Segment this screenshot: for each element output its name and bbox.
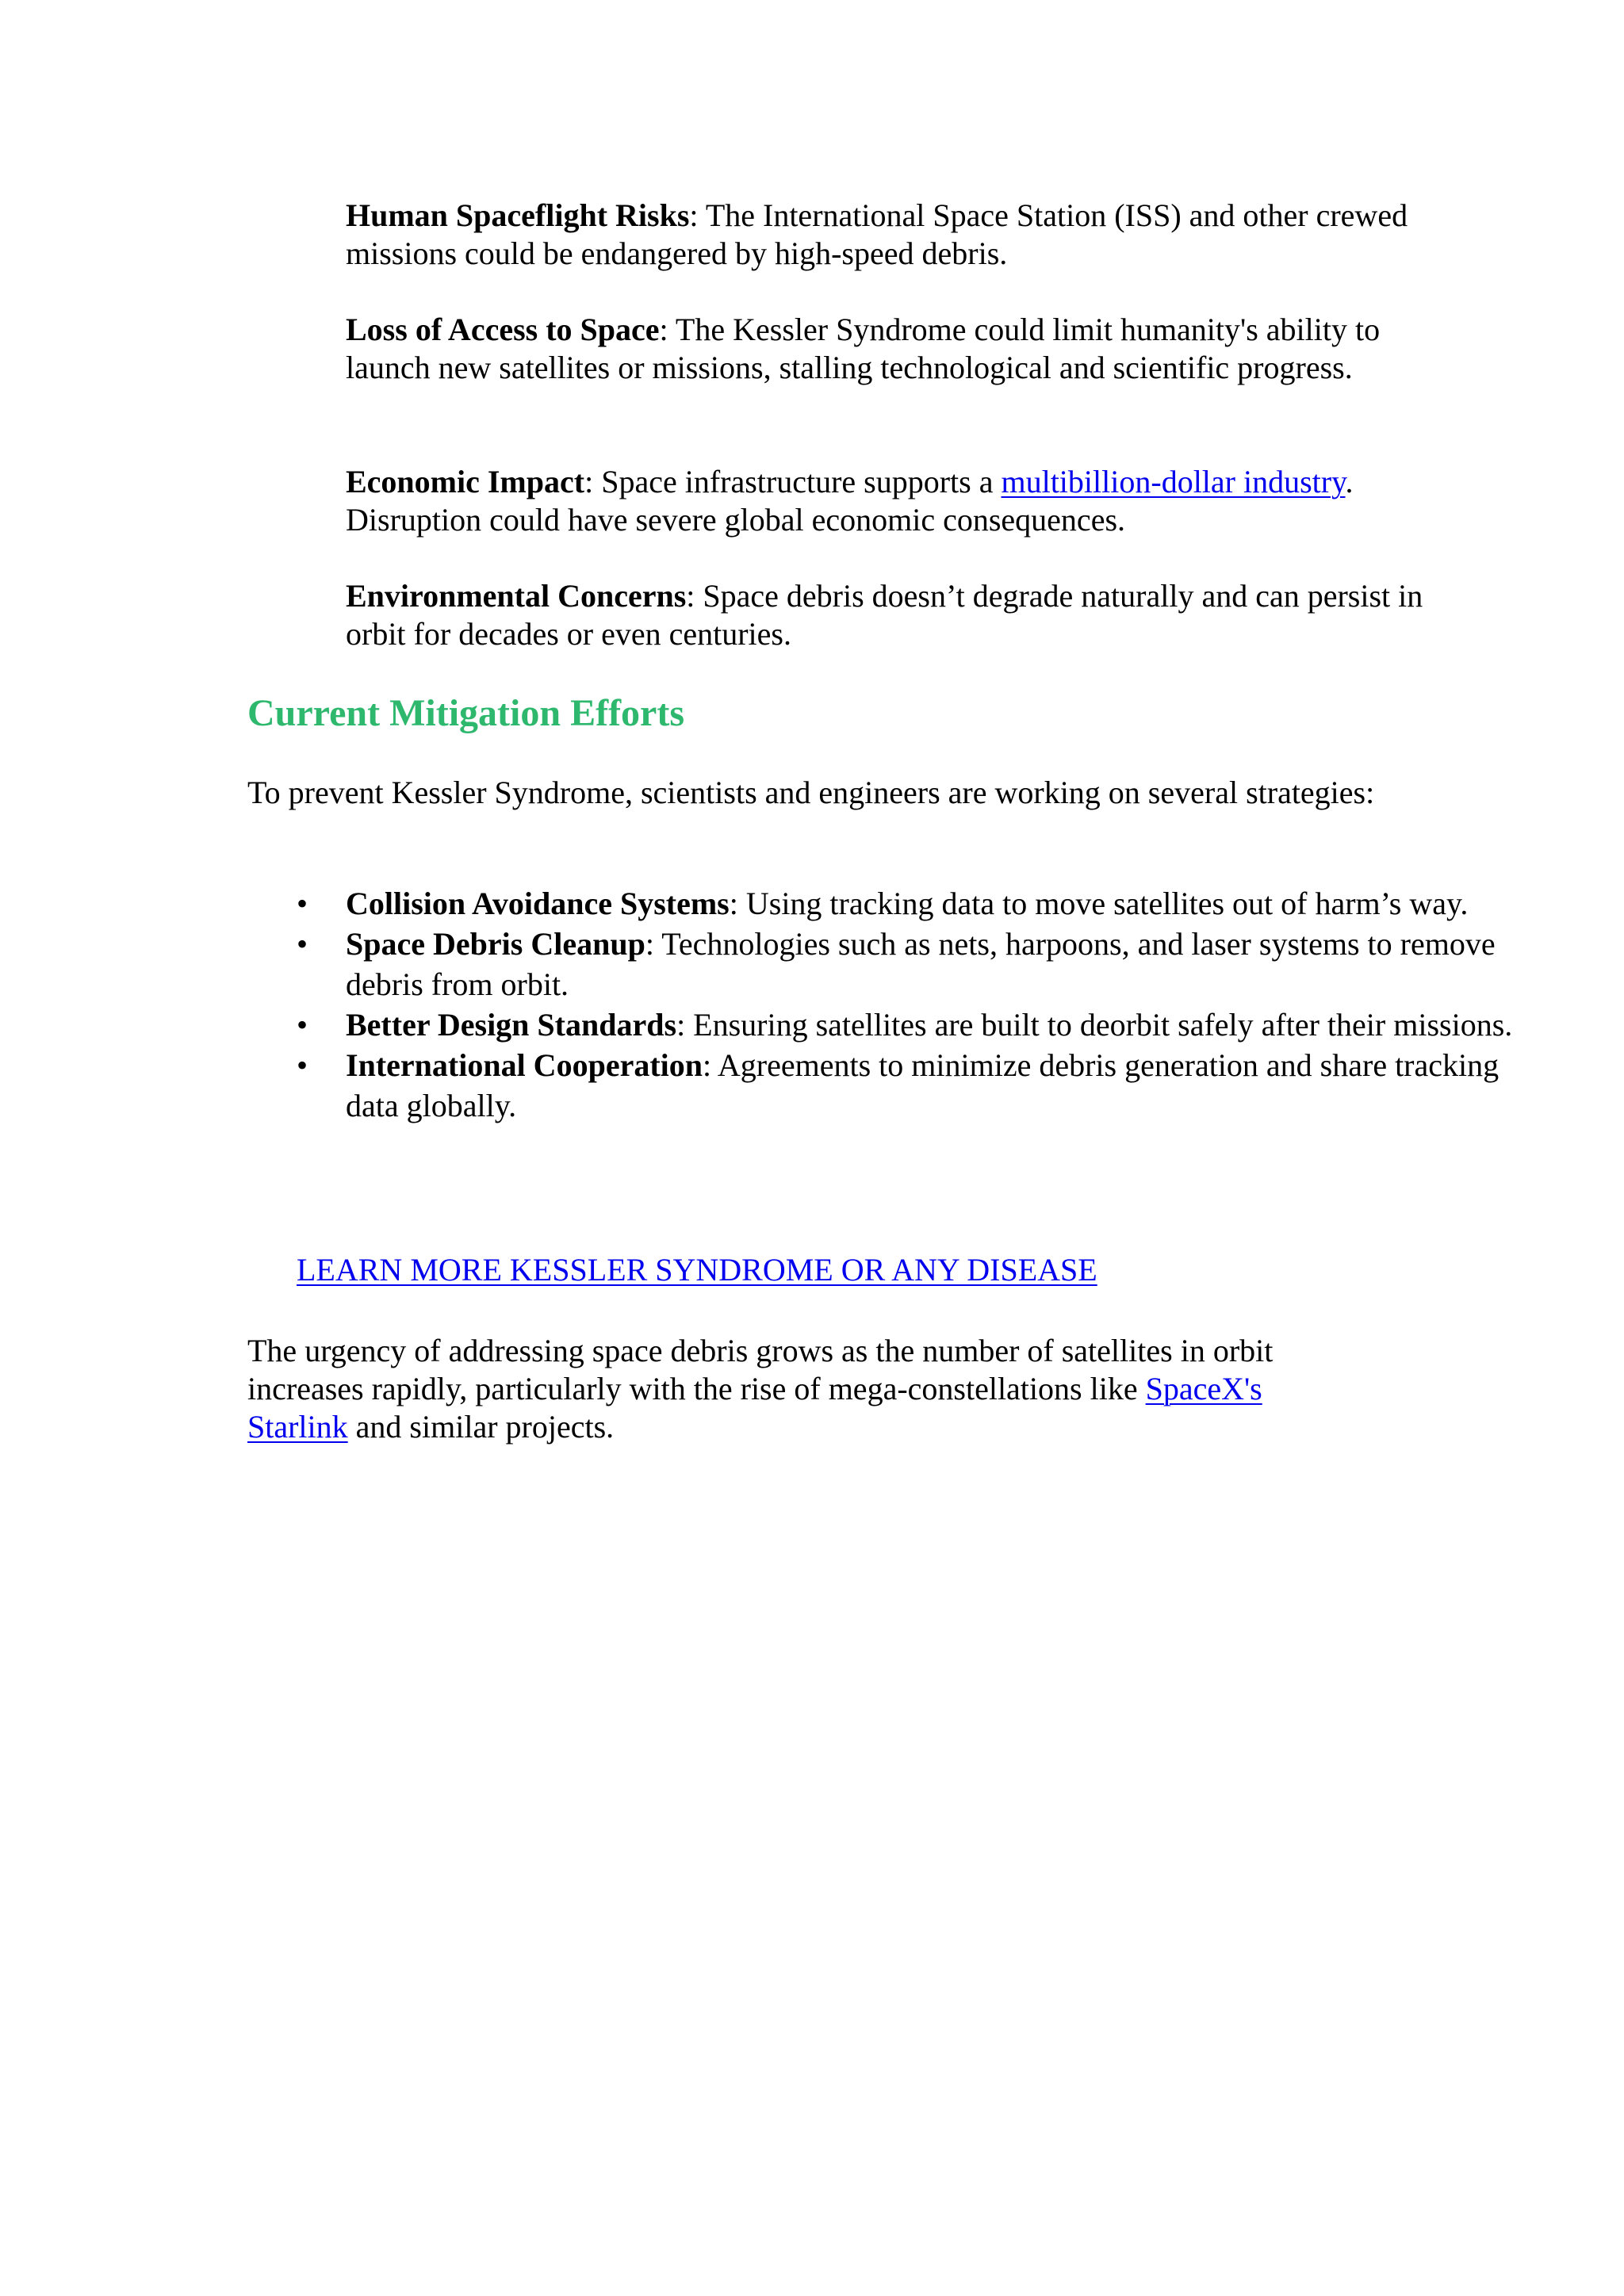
learn-more-link[interactable]: LEARN MORE KESSLER SYNDROME OR ANY DISEASE [297,1252,1097,1288]
closing-text: and similar projects. [347,1409,615,1445]
risk-title: Economic Impact [346,464,585,499]
section-heading-mitigation: Current Mitigation Efforts [247,692,685,734]
risk-paragraph-loss-of-access [346,311,1456,387]
mitigation-intro: To prevent Kessler Syndrome, scientists and engineers are working on several strategies: [247,775,1375,810]
risk-paragraph-human-spaceflight [346,197,1456,273]
risk-title: Human Spaceflight Risks [346,197,690,233]
list-item [346,924,1559,1004]
strategy-text: : Technologies such as nets, harpoons, and laser systems to remove debris from orbit. [346,926,1496,1002]
list-item [346,1004,1559,1045]
risk-paragraph-environmental-concerns [346,577,1456,653]
closing-paragraph [247,1332,1326,1446]
risk-text: : Space debris doesn’t degrade naturally and can persist in orbit for decades or even centuries. [346,578,1423,652]
list-item [346,1045,1559,1126]
strategy-title: Collision Avoidance Systems [346,886,730,921]
spacex-starlink-link[interactable]: SpaceX's Starlink [247,1371,1262,1445]
closing-text: The urgency of addressing space debris grows as the number of satellites in orbit increases rapidly, particularly with the rise of mega-constellations like [247,1333,1274,1406]
strategy-title: Better Design Standards [346,1007,677,1043]
strategy-text: : Ensuring satellites are built to deorbit safely after their missions. [676,1007,1513,1043]
strategies-list [247,883,1559,1126]
risk-text: : Space infrastructure supports a [584,464,1002,499]
strategy-text: : Agreements to minimize debris generation and share tracking data globally. [346,1047,1500,1123]
risk-text: . Disruption could have severe global economic consequences. [346,464,1354,538]
risk-text: : The Kessler Syndrome could limit humanity's ability to launch new satellites or missions, stalling technological and scientific progress. [346,312,1381,385]
strategy-title: International Cooperation [346,1047,703,1083]
risk-paragraph-economic-impact [346,463,1472,539]
risk-text: : The International Space Station (ISS) and other crewed missions could be endangered by high-speed debris. [346,197,1408,271]
list-item [346,883,1559,924]
strategy-title: Space Debris Cleanup [346,926,645,962]
multibillion-dollar-industry-link[interactable]: multibillion-dollar industry [1001,464,1346,499]
strategy-text: : Using tracking data to move satellites out of harm’s way. [729,886,1469,921]
risk-title: Environmental Concerns [346,578,687,614]
risk-title: Loss of Access to Space [346,312,660,347]
